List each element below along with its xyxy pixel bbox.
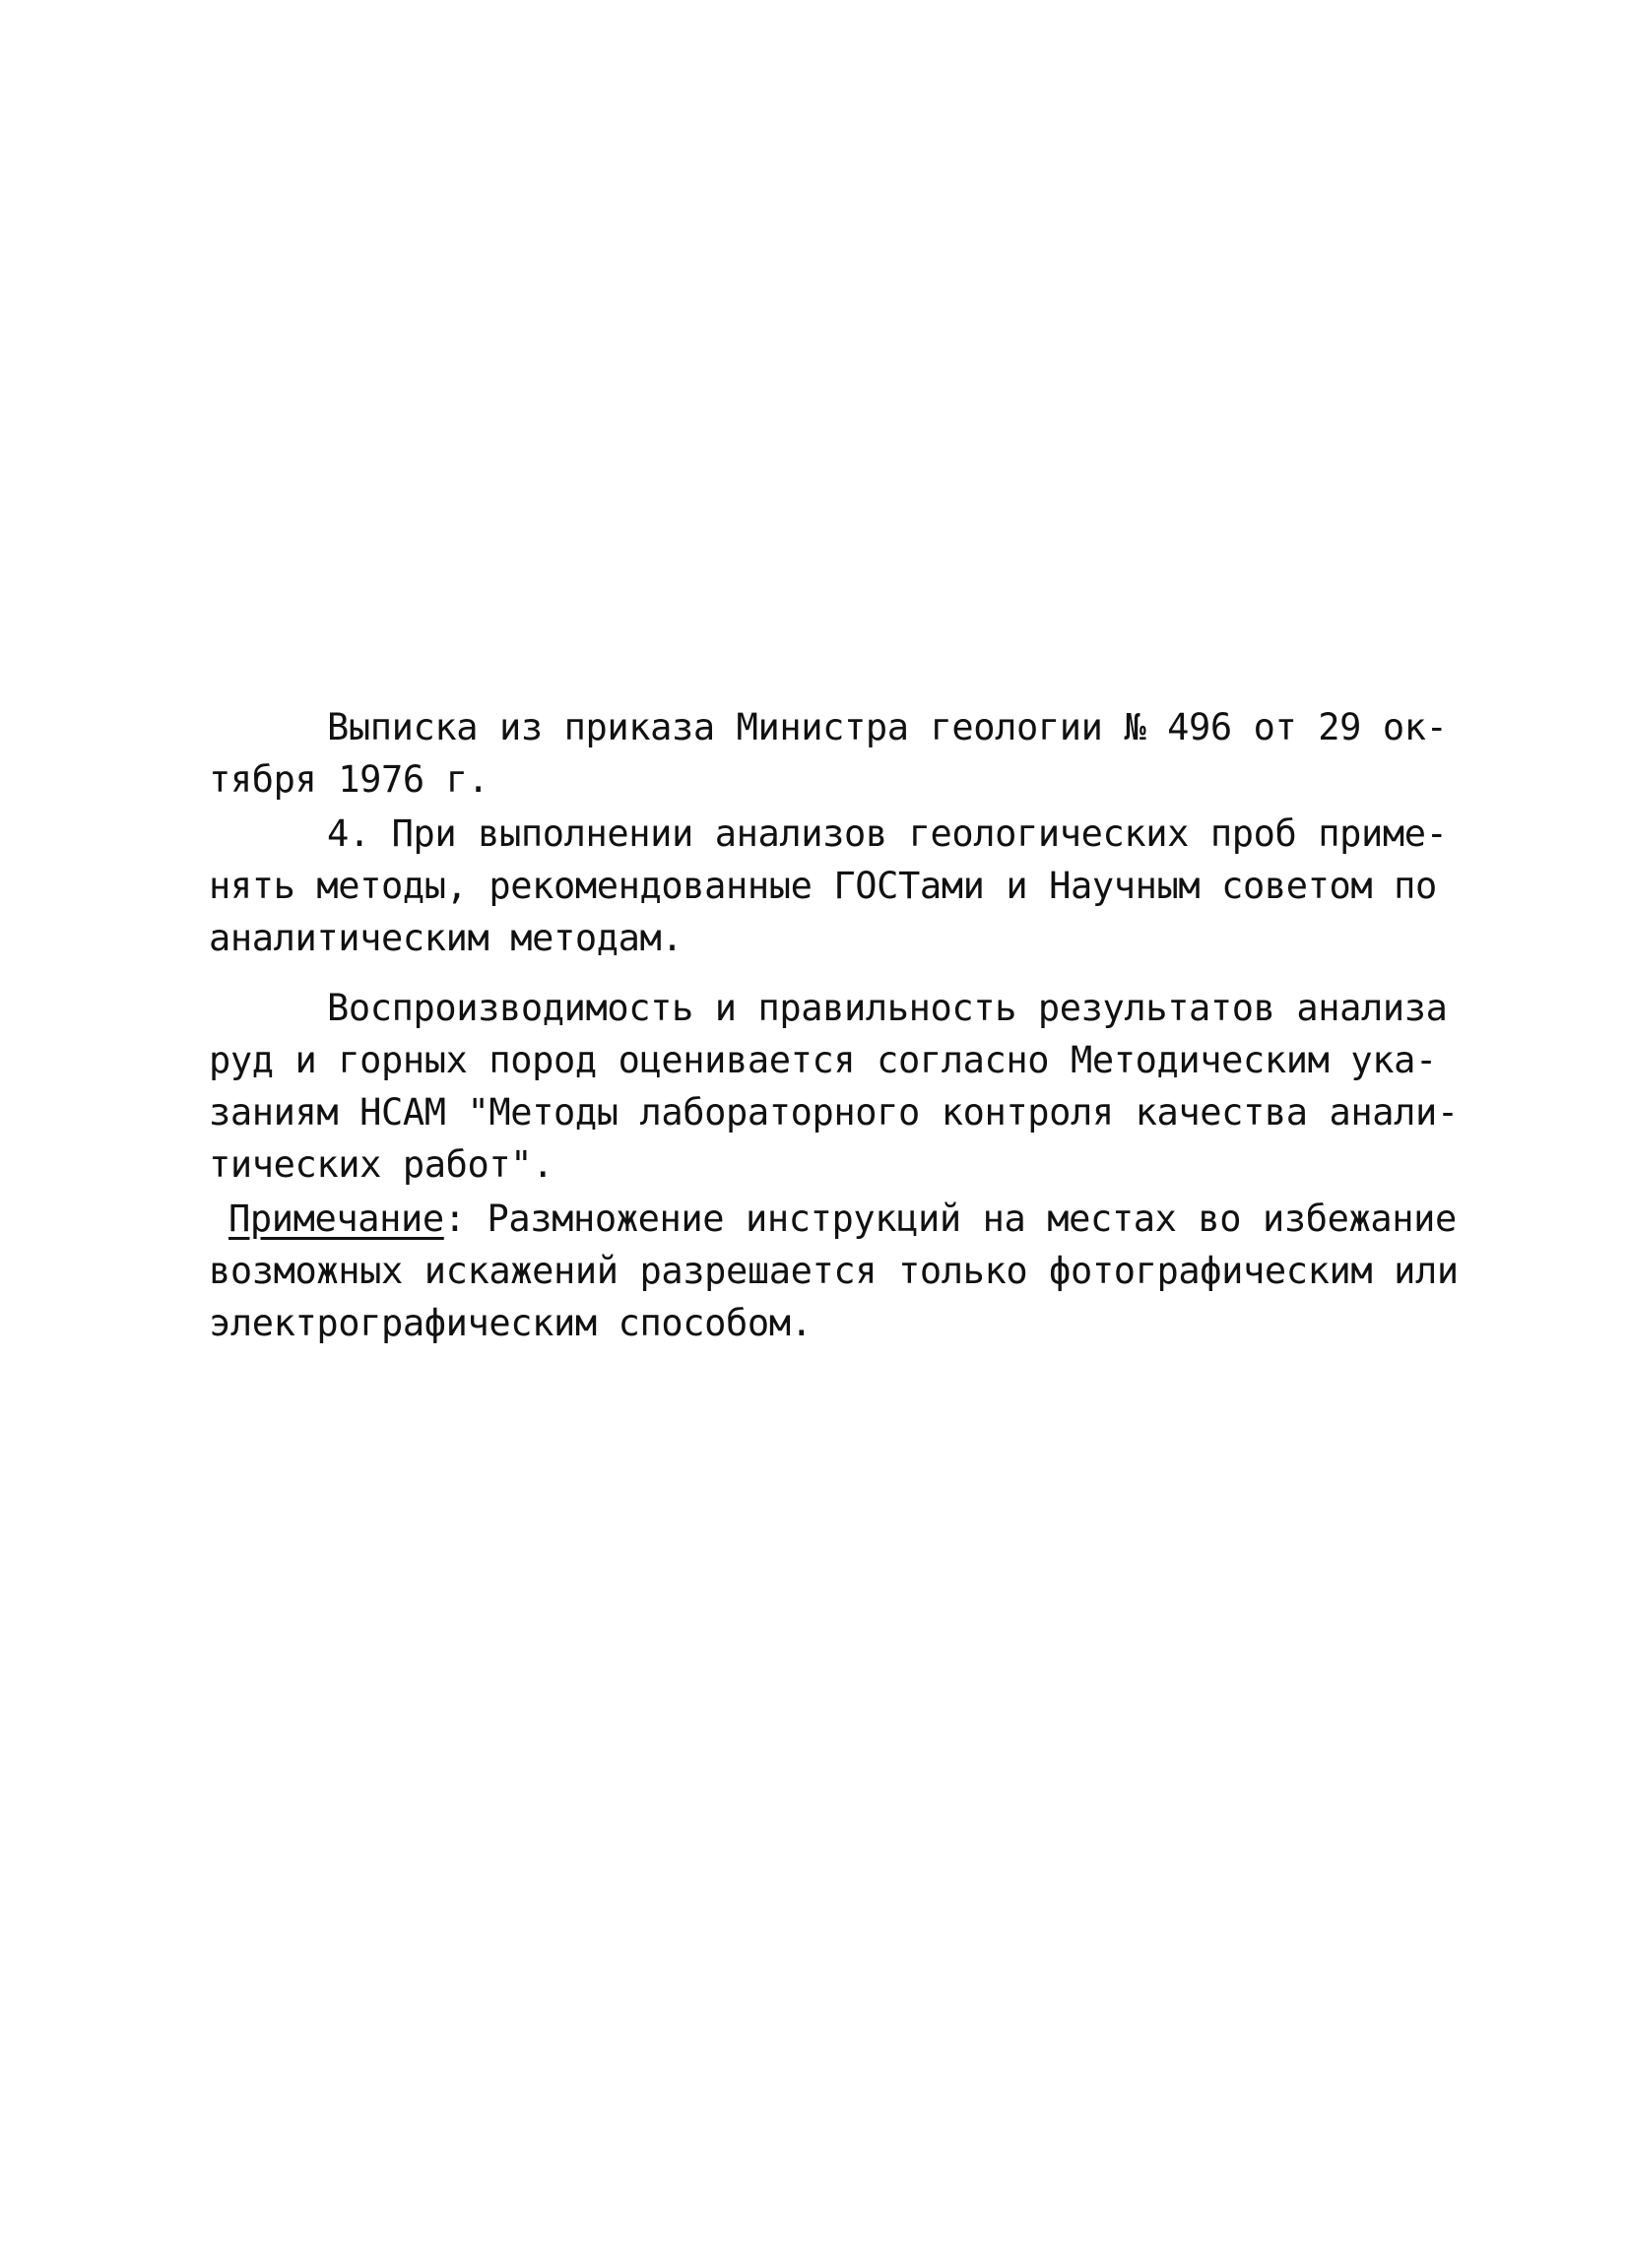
note-line: возможных искажений разрешается только фотографическим или <box>209 1250 1459 1292</box>
document-body <box>209 701 1459 1349</box>
excerpt-line: Выписка из приказа Министра геологии № 496 от 29 ок- <box>327 706 1448 748</box>
item-4-paragraph <box>209 808 1448 964</box>
reproducibility-line: Воспроизводимость и правильность результатов анализа <box>327 987 1448 1029</box>
note-line: электрографическим способом. <box>209 1302 813 1344</box>
item-4-line: нять методы, рекомендованные ГОСТами и Научным советом по <box>209 865 1437 907</box>
reproducibility-line: руд и горных пород оценивается согласно Методическим ука- <box>209 1039 1437 1081</box>
excerpt-line: тября 1976 г. <box>209 758 489 801</box>
item-4-line: аналитическим методам. <box>209 917 684 959</box>
note-text: : Размножение инструкций на местах во избежание <box>443 1198 1457 1240</box>
reproducibility-paragraph <box>209 982 1459 1191</box>
note-paragraph <box>209 1193 1459 1349</box>
order-excerpt-paragraph <box>209 701 1448 806</box>
reproducibility-line: заниям НСАМ "Методы лабораторного контроля качества анали- <box>209 1091 1459 1134</box>
note-label: Примечание <box>228 1198 444 1240</box>
reproducibility-line: тических работ". <box>209 1143 554 1186</box>
note-line <box>209 1193 1457 1245</box>
item-4-line: 4. При выполнении анализов геологических проб приме- <box>327 812 1448 855</box>
